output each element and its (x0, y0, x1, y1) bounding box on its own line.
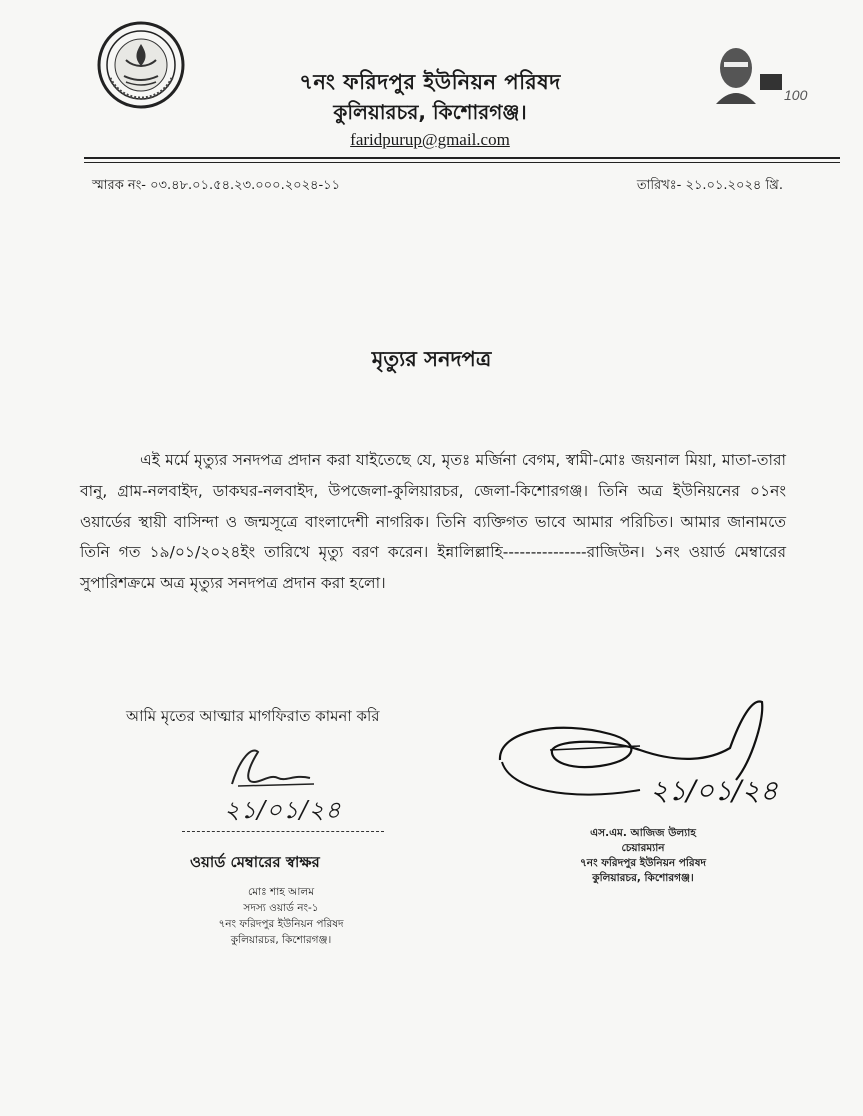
ward-member-handwritten-date: ২১/০১/২৪ (224, 796, 342, 824)
chairman-signature-icon (490, 690, 846, 820)
ward-member-stamp-place: কুলিয়ারচর, কিশোরগঞ্জ। (230, 934, 332, 946)
union-council-name: ৭নং ফরিদপুর ইউনিয়ন পরিষদ (299, 70, 561, 94)
condolence-line: আমি মৃতের আত্মার মাগফিরাত কামনা করি (126, 707, 380, 725)
header-rule-thick (84, 157, 840, 159)
chairman-stamp (538, 826, 748, 886)
ward-member-stamp (196, 884, 366, 948)
chairman-stamp-name: এস.এম. আজিজ উল্যাহ (590, 827, 696, 839)
memo-number: স্মারক নং- ০৩.৪৮.০১.৫৪.২৩.০০০.২০২৪-১১ (92, 178, 341, 193)
ward-member-stamp-name: মোঃ শাহ আলম (247, 886, 315, 898)
signature-line (182, 831, 384, 832)
chairman-handwritten-date: ২১/০১/২৪ (650, 774, 778, 807)
svg-text:100: 100 (784, 87, 808, 103)
email-address: faridpurup@gmail.com (350, 130, 510, 149)
certificate-body (80, 445, 786, 599)
ward-member-signature-caption: ওয়ার্ড মেম্বারের স্বাক্ষর (190, 853, 320, 871)
header-rule-thin (84, 162, 840, 163)
certificate-body-text: এই মর্মে মৃত্যুর সনদপত্র প্রদান করা যাইতেছে যে, মৃতঃ মর্জিনা বেগম, স্বামী-মোঃ জয়নাল মিয়া, মাতা-তারা বানু, গ্রাম-নলবাইদ, ডাকঘর-নলবাইদ, উপজেলা-কুলিয়ারচর, জেলা-কিশোরগঞ্জ। তিনি অত্র ইউনিয়নের ০১নং ওয়ার্ডের স্থায়ী বাসিন্দা ও জন্মসূত্রে বাংলাদেশী নাগরিক। তিনি ব্যক্তিগত ভাবে আমার পরিচিত। আমার জানামতে তিনি গত ১৯/০১/২০২৪ইং তারিখে মৃত্যু বরণ করেন। ইন্নালিল্লাহি---------------রাজিউন। ১নং ওয়ার্ড মেম্বারের সুপারিশক্রমে অত্র মৃত্যুর সনদপত্র প্রদান করা হলো। (80, 451, 786, 593)
union-council-address: কুলিয়ারচর, কিশোরগঞ্জ। (333, 100, 527, 124)
document-title: মৃত্যুর সনদপত্র (371, 347, 492, 371)
mujib-100-emblem-icon (706, 38, 812, 108)
issue-date: তারিখঃ- ২১.০১.২০২৪ খ্রি. (636, 178, 783, 193)
chairman-stamp-role: চেয়ারম্যান (621, 842, 665, 854)
ward-member-stamp-role: সদস্য ওয়ার্ড নং-১ (243, 902, 319, 914)
chairman-stamp-place: কুলিয়ারচর, কিশোরগঞ্জ। (592, 872, 694, 884)
ward-member-stamp-org: ৭নং ফরিদপুর ইউনিয়ন পরিষদ (218, 918, 344, 930)
chairman-stamp-org: ৭নং ফরিদপুর ইউনিয়ন পরিষদ (579, 857, 707, 869)
